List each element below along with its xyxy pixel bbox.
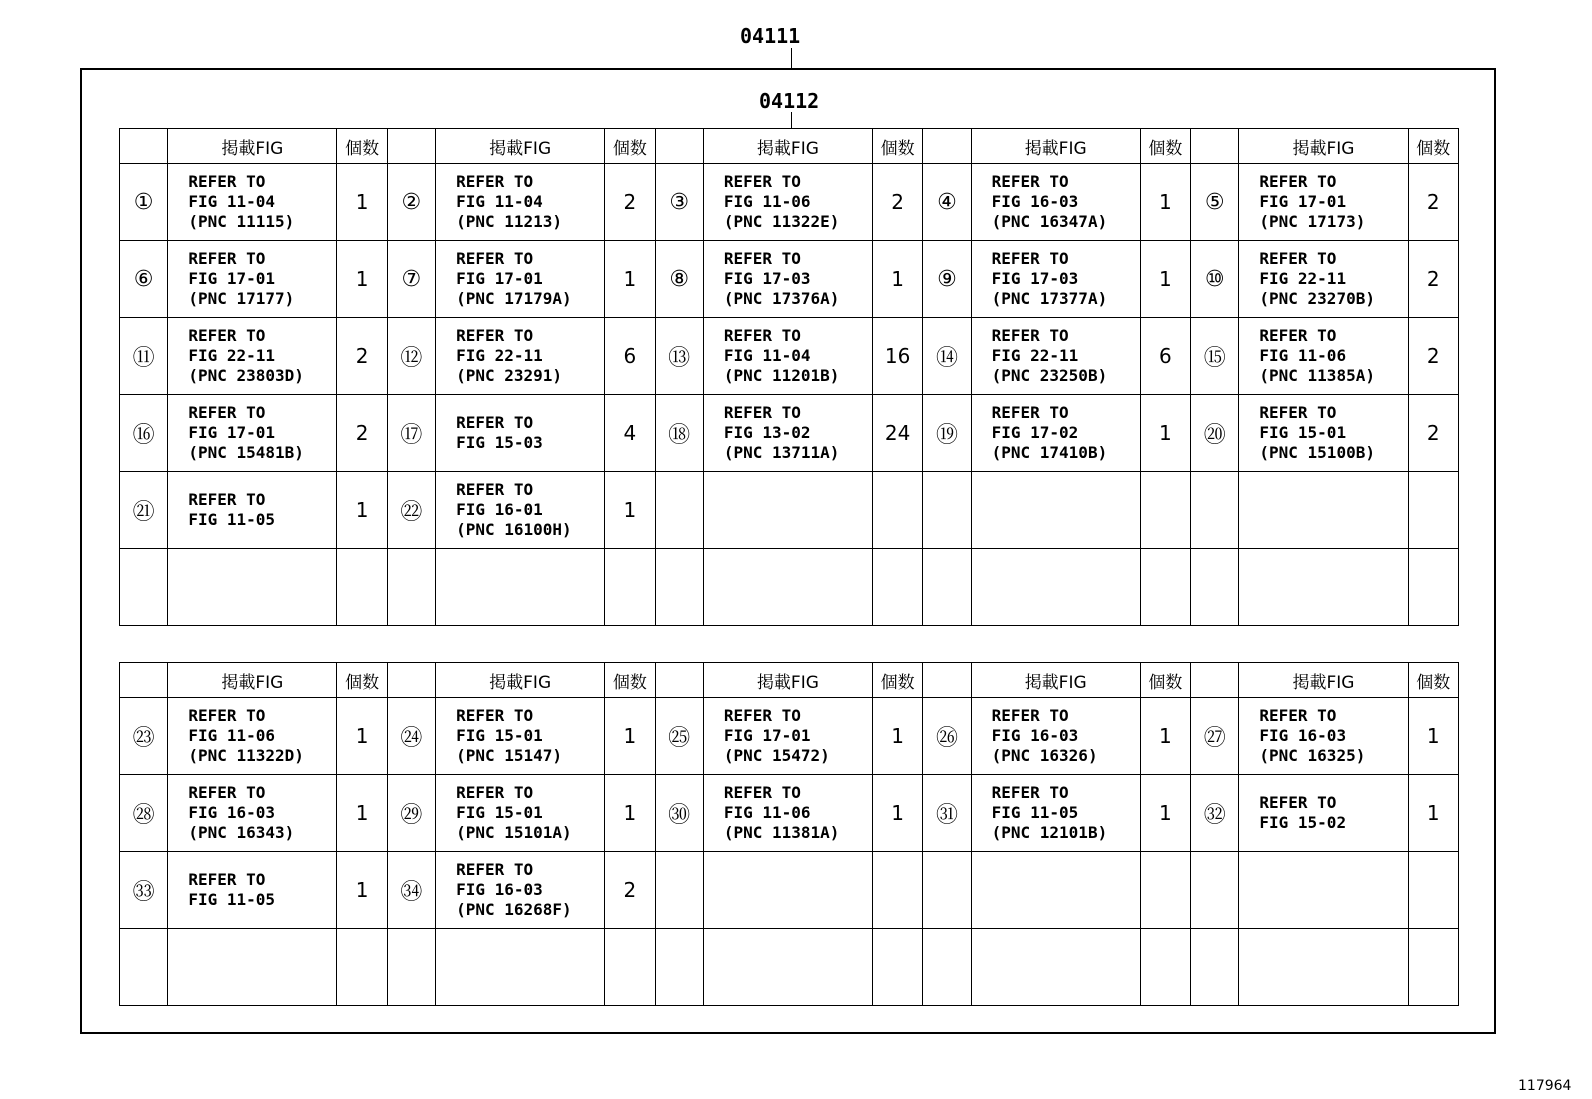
figure-reference bbox=[1239, 472, 1408, 549]
item-number: ⑤ bbox=[1191, 164, 1239, 241]
figure-reference: REFER TO FIG 22-11 (PNC 23250B) bbox=[971, 318, 1140, 395]
quantity: 6 bbox=[1140, 318, 1190, 395]
figure-reference: REFER TO FIG 17-01 (PNC 15472) bbox=[703, 698, 872, 775]
header-blank bbox=[387, 129, 435, 164]
quantity bbox=[337, 549, 387, 626]
leader-line-top bbox=[791, 48, 792, 68]
item-number bbox=[923, 472, 971, 549]
figure-reference: REFER TO FIG 17-01 (PNC 17179A) bbox=[436, 241, 605, 318]
item-number: ⑫ bbox=[387, 318, 435, 395]
quantity bbox=[1408, 929, 1459, 1006]
item-number: ⑨ bbox=[923, 241, 971, 318]
item-number: ② bbox=[387, 164, 435, 241]
quantity: 2 bbox=[1408, 164, 1459, 241]
item-number bbox=[655, 929, 703, 1006]
header-blank bbox=[923, 663, 971, 698]
figure-reference: REFER TO FIG 11-05 bbox=[168, 852, 337, 929]
quantity bbox=[1408, 852, 1459, 929]
item-number bbox=[120, 549, 168, 626]
figure-reference bbox=[1239, 549, 1408, 626]
quantity: 1 bbox=[337, 775, 387, 852]
item-number bbox=[1191, 472, 1239, 549]
quantity bbox=[605, 929, 655, 1006]
item-number bbox=[655, 472, 703, 549]
quantity bbox=[605, 549, 655, 626]
figure-reference: REFER TO FIG 16-03 (PNC 16268F) bbox=[436, 852, 605, 929]
figure-reference: REFER TO FIG 16-01 (PNC 16100H) bbox=[436, 472, 605, 549]
quantity bbox=[337, 929, 387, 1006]
item-number bbox=[655, 549, 703, 626]
item-number: ㉑ bbox=[120, 472, 168, 549]
figure-reference bbox=[971, 472, 1140, 549]
item-number: ㉞ bbox=[387, 852, 435, 929]
item-number: ⑳ bbox=[1191, 395, 1239, 472]
quantity: 6 bbox=[605, 318, 655, 395]
header-fig: 掲載FIG bbox=[436, 663, 605, 698]
quantity: 1 bbox=[605, 775, 655, 852]
quantity: 1 bbox=[337, 472, 387, 549]
quantity bbox=[1408, 472, 1459, 549]
quantity: 1 bbox=[337, 241, 387, 318]
header-fig: 掲載FIG bbox=[168, 129, 337, 164]
quantity: 2 bbox=[1408, 241, 1459, 318]
quantity: 1 bbox=[605, 241, 655, 318]
item-number: ⑥ bbox=[120, 241, 168, 318]
header-fig: 掲載FIG bbox=[168, 663, 337, 698]
figure-reference: REFER TO FIG 22-11 (PNC 23270B) bbox=[1239, 241, 1408, 318]
illustration-id: 117964 bbox=[1518, 1078, 1572, 1094]
table-row bbox=[120, 241, 1459, 318]
quantity: 1 bbox=[1140, 775, 1190, 852]
header-fig: 掲載FIG bbox=[1239, 663, 1408, 698]
figure-reference bbox=[1239, 852, 1408, 929]
quantity: 1 bbox=[872, 241, 922, 318]
header-fig: 掲載FIG bbox=[703, 663, 872, 698]
item-number bbox=[655, 852, 703, 929]
table-row bbox=[120, 698, 1459, 775]
header-qty: 個数 bbox=[1140, 663, 1190, 698]
quantity: 1 bbox=[1140, 395, 1190, 472]
figure-reference bbox=[1239, 929, 1408, 1006]
figure-reference bbox=[703, 852, 872, 929]
header-qty: 個数 bbox=[1140, 129, 1190, 164]
table-row bbox=[120, 929, 1459, 1006]
figure-reference: REFER TO FIG 11-06 (PNC 11322E) bbox=[703, 164, 872, 241]
header-blank bbox=[1191, 663, 1239, 698]
figure-reference: REFER TO FIG 11-05 bbox=[168, 472, 337, 549]
table-row bbox=[120, 395, 1459, 472]
quantity: 1 bbox=[1140, 164, 1190, 241]
item-number: ① bbox=[120, 164, 168, 241]
figure-reference: REFER TO FIG 16-03 (PNC 16325) bbox=[1239, 698, 1408, 775]
reference-table-upper bbox=[119, 128, 1459, 626]
figure-reference bbox=[703, 929, 872, 1006]
header-fig: 掲載FIG bbox=[436, 129, 605, 164]
quantity: 2 bbox=[337, 395, 387, 472]
item-number: ㉘ bbox=[120, 775, 168, 852]
quantity bbox=[872, 472, 922, 549]
quantity: 1 bbox=[1408, 698, 1459, 775]
figure-reference: REFER TO FIG 11-04 (PNC 11213) bbox=[436, 164, 605, 241]
figure-reference: REFER TO FIG 15-01 (PNC 15101A) bbox=[436, 775, 605, 852]
assembly-number-top: 04111 bbox=[740, 24, 801, 48]
quantity: 2 bbox=[1408, 318, 1459, 395]
table-header-row bbox=[120, 663, 1459, 698]
header-blank bbox=[655, 129, 703, 164]
figure-reference: REFER TO FIG 22-11 (PNC 23803D) bbox=[168, 318, 337, 395]
item-number bbox=[923, 852, 971, 929]
figure-reference: REFER TO FIG 16-03 (PNC 16326) bbox=[971, 698, 1140, 775]
quantity bbox=[1140, 472, 1190, 549]
figure-reference bbox=[436, 929, 605, 1006]
figure-reference: REFER TO FIG 11-04 (PNC 11201B) bbox=[703, 318, 872, 395]
item-number: ㉓ bbox=[120, 698, 168, 775]
quantity: 1 bbox=[605, 472, 655, 549]
header-blank bbox=[1191, 129, 1239, 164]
item-number: ㉙ bbox=[387, 775, 435, 852]
figure-reference bbox=[436, 549, 605, 626]
item-number: ㉝ bbox=[120, 852, 168, 929]
quantity bbox=[872, 852, 922, 929]
figure-reference bbox=[971, 852, 1140, 929]
figure-reference bbox=[971, 549, 1140, 626]
table-header-row bbox=[120, 129, 1459, 164]
figure-reference bbox=[703, 472, 872, 549]
figure-reference: REFER TO FIG 15-01 (PNC 15100B) bbox=[1239, 395, 1408, 472]
item-number: ㉜ bbox=[1191, 775, 1239, 852]
item-number: ㉖ bbox=[923, 698, 971, 775]
header-blank bbox=[923, 129, 971, 164]
item-number: ㉒ bbox=[387, 472, 435, 549]
item-number: ⑰ bbox=[387, 395, 435, 472]
quantity: 1 bbox=[872, 775, 922, 852]
figure-reference bbox=[971, 929, 1140, 1006]
figure-reference: REFER TO FIG 16-03 (PNC 16347A) bbox=[971, 164, 1140, 241]
quantity: 1 bbox=[872, 698, 922, 775]
item-number bbox=[1191, 929, 1239, 1006]
figure-reference: REFER TO FIG 11-06 (PNC 11322D) bbox=[168, 698, 337, 775]
item-number bbox=[120, 929, 168, 1006]
item-number: ⑪ bbox=[120, 318, 168, 395]
table-row bbox=[120, 852, 1459, 929]
header-qty: 個数 bbox=[872, 663, 922, 698]
figure-reference: REFER TO FIG 15-03 bbox=[436, 395, 605, 472]
item-number: ⑩ bbox=[1191, 241, 1239, 318]
header-blank bbox=[655, 663, 703, 698]
figure-reference: REFER TO FIG 11-04 (PNC 11115) bbox=[168, 164, 337, 241]
quantity: 2 bbox=[337, 318, 387, 395]
figure-reference: REFER TO FIG 16-03 (PNC 16343) bbox=[168, 775, 337, 852]
figure-reference: REFER TO FIG 22-11 (PNC 23291) bbox=[436, 318, 605, 395]
item-number bbox=[923, 549, 971, 626]
quantity: 24 bbox=[872, 395, 922, 472]
figure-reference: REFER TO FIG 11-05 (PNC 12101B) bbox=[971, 775, 1140, 852]
table-row bbox=[120, 472, 1459, 549]
table-row bbox=[120, 164, 1459, 241]
quantity bbox=[872, 549, 922, 626]
table-row bbox=[120, 318, 1459, 395]
quantity: 2 bbox=[605, 164, 655, 241]
quantity: 1 bbox=[1140, 698, 1190, 775]
quantity bbox=[1140, 929, 1190, 1006]
item-number bbox=[387, 549, 435, 626]
figure-reference: REFER TO FIG 11-06 (PNC 11385A) bbox=[1239, 318, 1408, 395]
item-number bbox=[1191, 549, 1239, 626]
quantity: 2 bbox=[605, 852, 655, 929]
figure-reference bbox=[703, 549, 872, 626]
quantity: 1 bbox=[1140, 241, 1190, 318]
header-qty: 個数 bbox=[605, 663, 655, 698]
figure-reference: REFER TO FIG 13-02 (PNC 13711A) bbox=[703, 395, 872, 472]
header-qty: 個数 bbox=[605, 129, 655, 164]
item-number: ⑭ bbox=[923, 318, 971, 395]
quantity bbox=[1140, 852, 1190, 929]
quantity: 16 bbox=[872, 318, 922, 395]
item-number: ⑯ bbox=[120, 395, 168, 472]
figure-reference: REFER TO FIG 11-06 (PNC 11381A) bbox=[703, 775, 872, 852]
item-number: ㉛ bbox=[923, 775, 971, 852]
quantity: 2 bbox=[872, 164, 922, 241]
item-number: ⑮ bbox=[1191, 318, 1239, 395]
item-number: ㉗ bbox=[1191, 698, 1239, 775]
item-number: ⑦ bbox=[387, 241, 435, 318]
quantity: 2 bbox=[1408, 395, 1459, 472]
item-number: ㉔ bbox=[387, 698, 435, 775]
item-number: ⑬ bbox=[655, 318, 703, 395]
quantity: 1 bbox=[337, 164, 387, 241]
header-qty: 個数 bbox=[1408, 129, 1459, 164]
figure-reference: REFER TO FIG 15-02 bbox=[1239, 775, 1408, 852]
quantity: 1 bbox=[337, 852, 387, 929]
figure-reference bbox=[168, 929, 337, 1006]
figure-reference: REFER TO FIG 17-01 (PNC 15481B) bbox=[168, 395, 337, 472]
quantity: 1 bbox=[337, 698, 387, 775]
table-row bbox=[120, 775, 1459, 852]
leader-line-sub bbox=[791, 112, 792, 128]
header-fig: 掲載FIG bbox=[703, 129, 872, 164]
reference-table-lower bbox=[119, 662, 1459, 1006]
header-qty: 個数 bbox=[337, 129, 387, 164]
figure-reference: REFER TO FIG 17-03 (PNC 17377A) bbox=[971, 241, 1140, 318]
header-blank bbox=[387, 663, 435, 698]
figure-reference: REFER TO FIG 17-01 (PNC 17173) bbox=[1239, 164, 1408, 241]
header-blank bbox=[120, 663, 168, 698]
header-qty: 個数 bbox=[1408, 663, 1459, 698]
quantity: 1 bbox=[605, 698, 655, 775]
header-fig: 掲載FIG bbox=[971, 663, 1140, 698]
item-number: ⑧ bbox=[655, 241, 703, 318]
quantity bbox=[872, 929, 922, 1006]
quantity: 1 bbox=[1408, 775, 1459, 852]
header-qty: 個数 bbox=[872, 129, 922, 164]
figure-reference: REFER TO FIG 15-01 (PNC 15147) bbox=[436, 698, 605, 775]
figure-reference: REFER TO FIG 17-01 (PNC 17177) bbox=[168, 241, 337, 318]
header-qty: 個数 bbox=[337, 663, 387, 698]
table-row bbox=[120, 549, 1459, 626]
quantity bbox=[1140, 549, 1190, 626]
item-number: ㉕ bbox=[655, 698, 703, 775]
item-number: ⑲ bbox=[923, 395, 971, 472]
item-number: ③ bbox=[655, 164, 703, 241]
item-number bbox=[387, 929, 435, 1006]
item-number bbox=[1191, 852, 1239, 929]
item-number bbox=[923, 929, 971, 1006]
assembly-number-sub: 04112 bbox=[759, 89, 820, 113]
header-fig: 掲載FIG bbox=[971, 129, 1140, 164]
figure-reference: REFER TO FIG 17-02 (PNC 17410B) bbox=[971, 395, 1140, 472]
item-number: ㉚ bbox=[655, 775, 703, 852]
figure-reference bbox=[168, 549, 337, 626]
header-blank bbox=[120, 129, 168, 164]
quantity bbox=[1408, 549, 1459, 626]
item-number: ⑱ bbox=[655, 395, 703, 472]
header-fig: 掲載FIG bbox=[1239, 129, 1408, 164]
figure-reference: REFER TO FIG 17-03 (PNC 17376A) bbox=[703, 241, 872, 318]
item-number: ④ bbox=[923, 164, 971, 241]
quantity: 4 bbox=[605, 395, 655, 472]
